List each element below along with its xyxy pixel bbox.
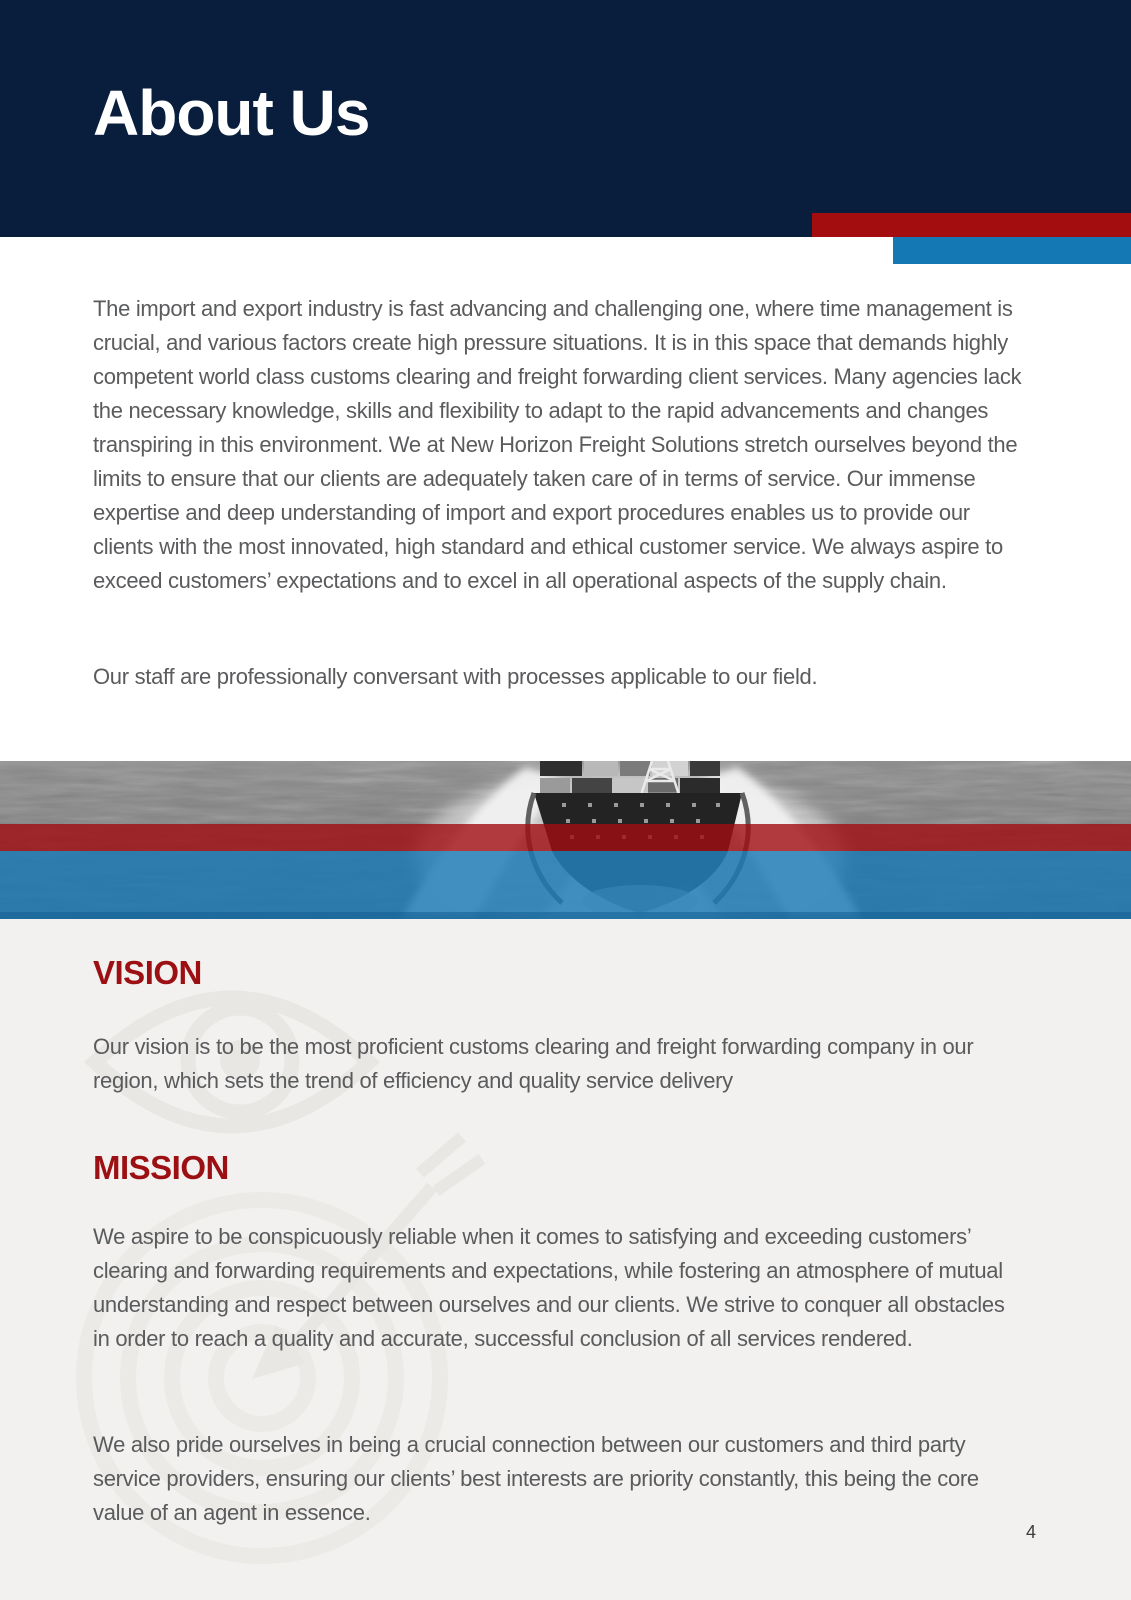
page-title: About Us bbox=[93, 77, 370, 149]
blue-accent-bar bbox=[893, 237, 1131, 264]
mission-heading: MISSION bbox=[93, 1149, 229, 1186]
blue-stripe-overlay bbox=[0, 851, 1131, 919]
cargo-ship-image bbox=[0, 761, 1131, 919]
vision-heading: VISION bbox=[93, 954, 202, 991]
intro-paragraph: The import and export industry is fast advancing and challenging one, where time management is crucial, and various factors create high pressure situations. It is in this space that demands highly competent world class customs clearing and freight forwarding client services. Many agencies lack the necessary knowledge, skills and flexibility to adapt to the rapid advancements and changes transpiring in this environment. We at New Horizon Freight Solutions stretch ourselves beyond the limits to ensure that our clients are adequately taken care of in terms of service. Our immense expertise and deep understanding of import and export procedures enables us to provide our clients with the most innovated, high standard and ethical customer service. We always aspire to exceed customers’ expectations and to excel in all operational aspects of the supply chain. bbox=[93, 296, 1022, 593]
staff-paragraph: Our staff are professionally conversant with processes applicable to our field. bbox=[93, 664, 818, 689]
page-number: 4 bbox=[1025, 1522, 1036, 1542]
red-stripe-overlay bbox=[0, 824, 1131, 851]
red-accent-bar bbox=[812, 213, 1131, 237]
cargo-ship-illustration bbox=[0, 761, 1131, 919]
mission-paragraph-2: We also pride ourselves in being a crucial connection between our customers and third party service providers, ensuring our clients’ best interests are priority constantly, this being the core value of an agent in essence. bbox=[93, 1432, 979, 1525]
mission-paragraph-1: We aspire to be conspicuously reliable when it comes to satisfying and exceeding customers’ clearing and forwarding requirements and expectations, while fostering an atmosphere of mutual understanding and respect between ourselves and our clients. We strive to conquer all obstacles in order to reach a quality and accurate, successful conclusion of all services rendered. bbox=[93, 1224, 1005, 1351]
page-header bbox=[0, 0, 1131, 237]
vision-paragraph: Our vision is to be the most proficient customs clearing and freight forwarding company in our region, which sets the trend of efficiency and quality service delivery bbox=[93, 1034, 974, 1093]
